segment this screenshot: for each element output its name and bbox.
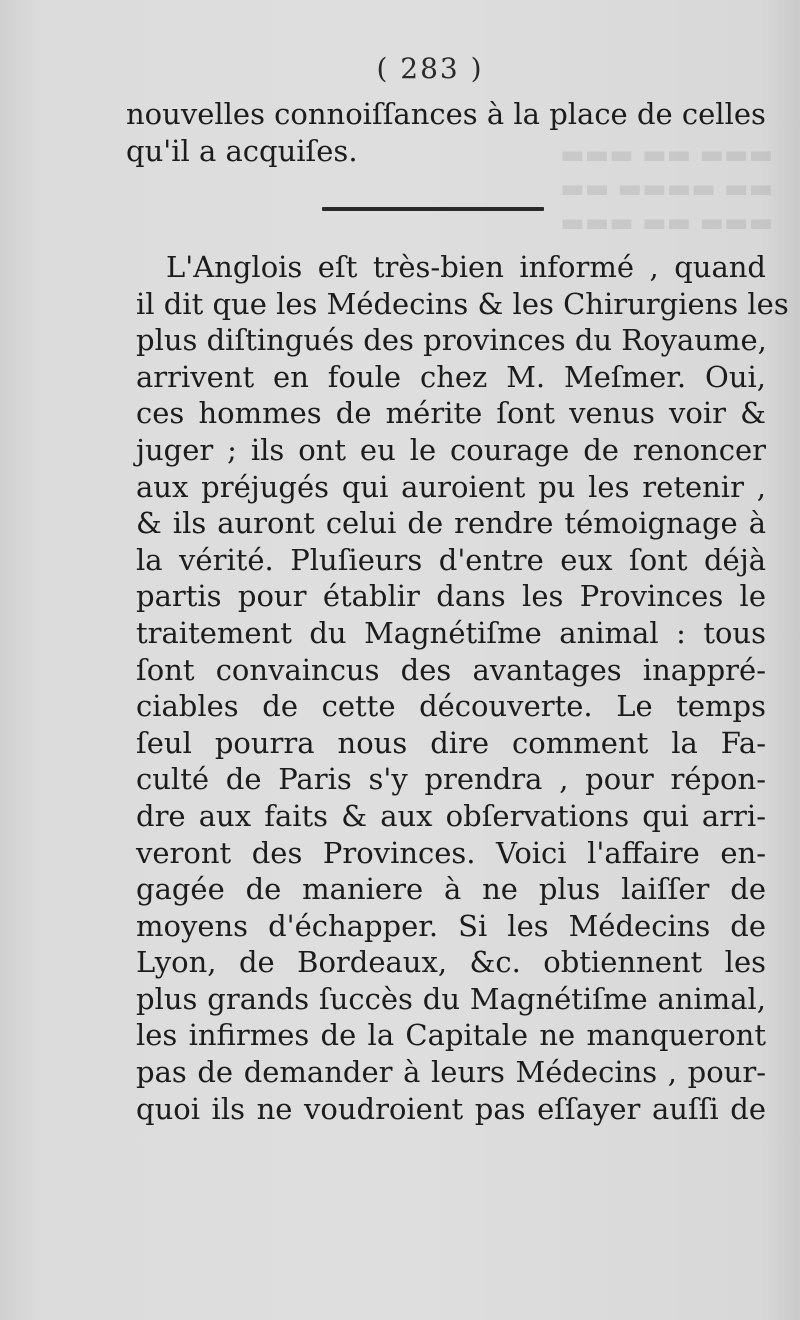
carry-over-text — [126, 96, 766, 169]
text-line: arrivent en foule chez M. Meſmer. Oui, — [136, 359, 766, 394]
text-line: il dit que les Médecins & les Chirurgiens les — [136, 286, 789, 321]
text-line: L'Anglois eſt très-bien informé , quand — [166, 250, 766, 284]
text-line: partis pour établir dans les Provinces le — [136, 579, 766, 614]
text-line: juger ; ils ont eu le courage de renoncer — [136, 432, 766, 467]
text-line: plus diſtingués des provinces du Royaume, — [136, 323, 767, 358]
text-line: gagée de maniere à ne plus laiſſer de — [136, 872, 766, 907]
text-line: ces hommes de mérite ſont venus voir & — [136, 396, 766, 431]
text-line: nouvelles connoiſſances à la place de celles — [126, 97, 766, 131]
text-line: plus grands ſuccès du Magnétiſme animal, — [136, 981, 766, 1016]
text-line: la vérité. Pluſieurs d'entre eux ſont déjà — [136, 542, 766, 577]
page-number: ( 283 ) — [376, 52, 484, 85]
text-line: pas de demander à leurs Médecins , pour- — [136, 1055, 766, 1090]
text-line: & ils auront celui de rendre témoignage à — [136, 506, 766, 541]
text-line: quoi ils ne voudroient pas eſſayer auſſi de — [136, 1091, 766, 1126]
text-line: culté de Paris s'y prendra , pour répon- — [136, 762, 766, 797]
text-line: les infirmes de la Capitale ne manqueront — [136, 1018, 766, 1053]
text-line: ſont convaincus des avantages inappré- — [136, 652, 766, 687]
text-line: aux préjugés qui auroient pu les retenir , — [136, 469, 766, 504]
text-line: traitement du Magnétiſme animal : tous — [136, 615, 766, 650]
section-divider — [322, 207, 544, 211]
show-through-text: ▬▬▬ ▬▬ ▬▬▬ ▬▬ ▬▬▬▬ ▬▬ ▬▬▬ ▬▬ ▬▬▬ — [560, 140, 774, 238]
text-line: moyens d'échapper. Si les Médecins de — [136, 908, 766, 943]
text-line: qu'il a acquiſes. — [126, 133, 358, 168]
text-line: veront des Provinces. Voici l'affaire en- — [136, 835, 766, 870]
text-line: ciables de cette découverte. Le temps — [136, 689, 766, 724]
text-line: dre aux faits & aux obſervations qui arri- — [136, 798, 766, 833]
text-line: ſeul pourra nous dire comment la Fa- — [136, 725, 766, 760]
body-paragraph — [136, 249, 789, 1127]
text-line: Lyon, de Bordeaux, &c. obtiennent les — [136, 945, 766, 980]
